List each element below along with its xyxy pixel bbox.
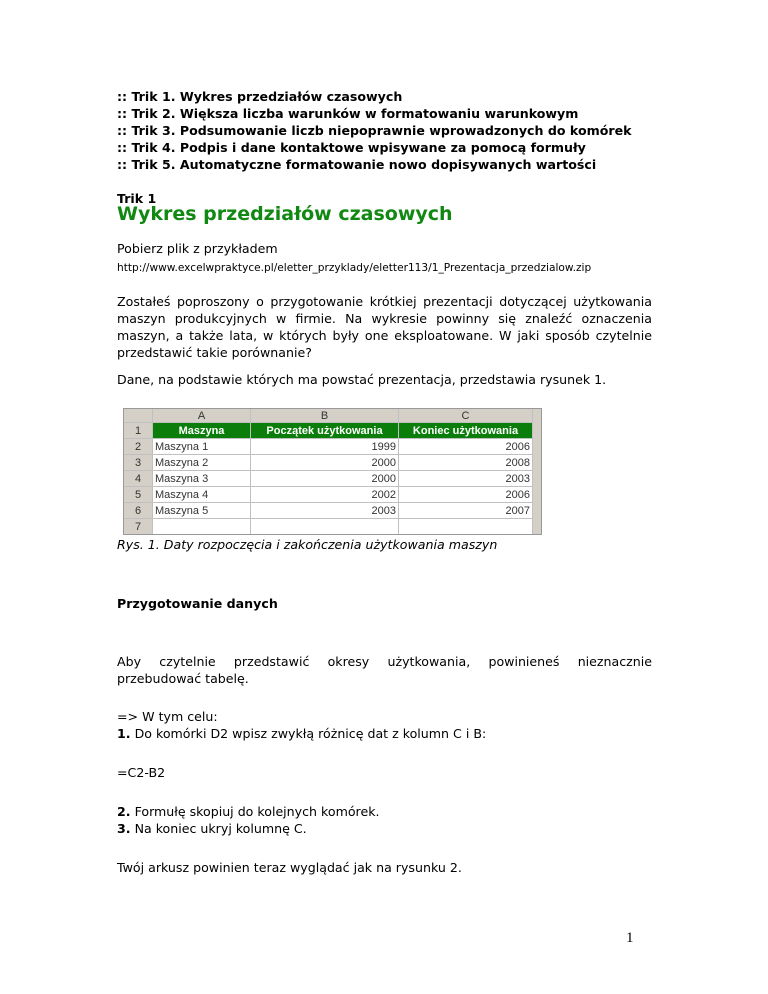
table-row [124,487,541,503]
cell: 2003 [399,471,533,487]
step-number: 3. [117,821,131,836]
table-row [124,503,541,519]
column-header: A [153,409,251,423]
spreadsheet-figure [123,408,542,535]
step-text: Do komórki D2 wpisz zwykłą różnicę dat z kolumn C i B: [130,726,487,741]
toc-item[interactable]: :: Trik 1. Wykres przedziałów czasowych [117,89,403,104]
toc-item[interactable]: :: Trik 3. Podsumowanie liczb niepoprawnie wprowadzonych do komórek [117,123,632,138]
column-header: B [251,409,399,423]
cell: 2000 [251,471,399,487]
row-number: 3 [124,455,153,471]
table-row [124,519,541,535]
cell: Maszyna 3 [153,471,251,487]
intro-paragraph: Zostałeś poproszony o przygotowanie krótkiej prezentacji dotyczącej użytkowania maszyn produkcyjnych w firmie. Na wykresie powinny się znaleźć oznaczenia maszyn, a także lata, w których były one eksploatowane. W jaki sposób czytelnie przedstawić takie porównanie? [117,294,652,360]
step-number: 1. [117,726,131,741]
row-number: 6 [124,503,153,519]
toc-item[interactable]: :: Trik 5. Automatyczne formatowanie nowo dopisywanych wartości [117,157,597,172]
header-cell: Koniec użytkowania [399,423,533,439]
row-number: 5 [124,487,153,503]
cell: 2008 [399,455,533,471]
cell: 2007 [399,503,533,519]
column-headers [124,409,541,423]
subheading: Przygotowanie danych [117,596,278,611]
download-link[interactable]: http://www.excelwpraktyce.pl/eletter_przyklady/eletter113/1_Prezentacja_przedzialow.zip [117,262,592,274]
table-row [124,455,541,471]
page-title: Wykres przedziałów czasowych [117,203,453,225]
cell: 2002 [251,487,399,503]
step-text: Na koniec ukryj kolumnę C. [130,821,307,836]
header-cell: Początek użytkowania [251,423,399,439]
step-2 [117,804,380,819]
download-label: Pobierz plik z przykładem [117,241,278,256]
row-number: 4 [124,471,153,487]
cell: 2006 [399,439,533,455]
page-number: 1 [626,930,634,946]
steps-intro: => W tym celu: [117,709,218,724]
table-header-row [124,423,541,439]
cell: Maszyna 4 [153,487,251,503]
formula: =C2-B2 [117,765,166,780]
cell: Maszyna 5 [153,503,251,519]
cell: 1999 [251,439,399,455]
cell: Maszyna 1 [153,439,251,455]
prep-paragraph: Aby czytelnie przedstawić okresy użytkowania, powinieneś nieznacznie przebudować tabelę. [117,654,652,686]
table-row [124,471,541,487]
row-number: 2 [124,439,153,455]
column-header: C [399,409,533,423]
row-number: 7 [124,519,153,535]
data-intro: Dane, na podstawie których ma powstać prezentacja, przedstawia rysunek 1. [117,372,607,387]
figure-caption: Rys. 1. Daty rozpoczęcia i zakończenia użytkowania maszyn [117,537,498,552]
step-text: Formułę skopiuj do kolejnych komórek. [130,804,380,819]
table-row [124,439,541,455]
cell: Maszyna 2 [153,455,251,471]
toc-item[interactable]: :: Trik 4. Podpis i dane kontaktowe wpisywane za pomocą formuły [117,140,586,155]
header-cell: Maszyna [153,423,251,439]
cell: 2003 [251,503,399,519]
step-3 [117,821,307,836]
step-1 [117,726,486,741]
cell: 2006 [399,487,533,503]
section-label: Trik 1 [117,191,157,206]
cell: 2000 [251,455,399,471]
outro: Twój arkusz powinien teraz wyglądać jak na rysunku 2. [117,860,462,875]
step-number: 2. [117,804,131,819]
table-of-contents [117,88,632,173]
row-number: 1 [124,423,153,439]
toc-item[interactable]: :: Trik 2. Większa liczba warunków w formatowaniu warunkowym [117,106,579,121]
